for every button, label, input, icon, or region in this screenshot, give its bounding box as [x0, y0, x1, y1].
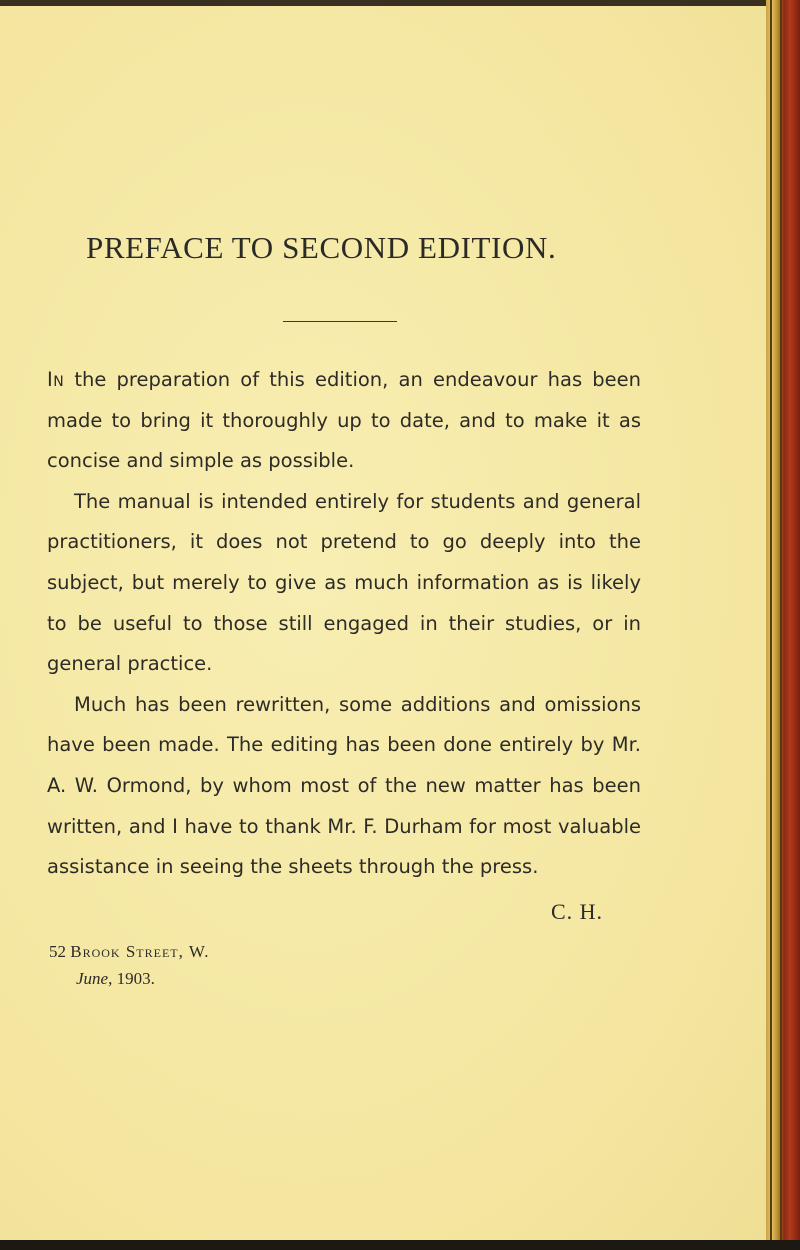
signature-initials: C. H. — [551, 899, 604, 924]
address-street: Brook Street, W. — [70, 942, 210, 961]
date-line — [76, 969, 155, 989]
paragraph-1-text: the preparation of this edition, an endeavour has been made to bring it thoroughly up to date, and to make it as concise and simple as possible. — [47, 368, 641, 473]
date-month: June — [76, 969, 109, 988]
book-spine-edge — [766, 0, 800, 1250]
page-title: PREFACE TO SECOND EDITION. — [86, 230, 557, 265]
title-rule — [283, 321, 397, 322]
date-year: , 1903. — [108, 969, 155, 988]
paragraph-1 — [47, 360, 641, 482]
page-top-edge — [0, 0, 800, 6]
paragraph-2: The manual is intended entirely for students and general practitioners, it does not pretend to go deeply into the subject, but merely to give as much information as is likely to be useful to those still engaged in their studies, or in general practice. — [47, 489, 641, 676]
address-number: 52 — [49, 942, 66, 961]
book-page — [0, 4, 766, 1240]
paragraph-3: Much has been rewritten, some additions and omissions have been made. The editing has been done entirely by Mr. A. W. Ormond, by whom most of the new matter has been written, and I have to thank Mr. F. Durham for most valuable assistance in seeing the sheets through the press. — [47, 692, 641, 879]
spine-line — [780, 0, 782, 1250]
address-line — [49, 942, 210, 962]
spine-line — [770, 0, 772, 1250]
paragraph-1-lead: In — [47, 368, 65, 391]
preface-body — [47, 360, 641, 888]
page-bottom-edge — [0, 1240, 800, 1250]
